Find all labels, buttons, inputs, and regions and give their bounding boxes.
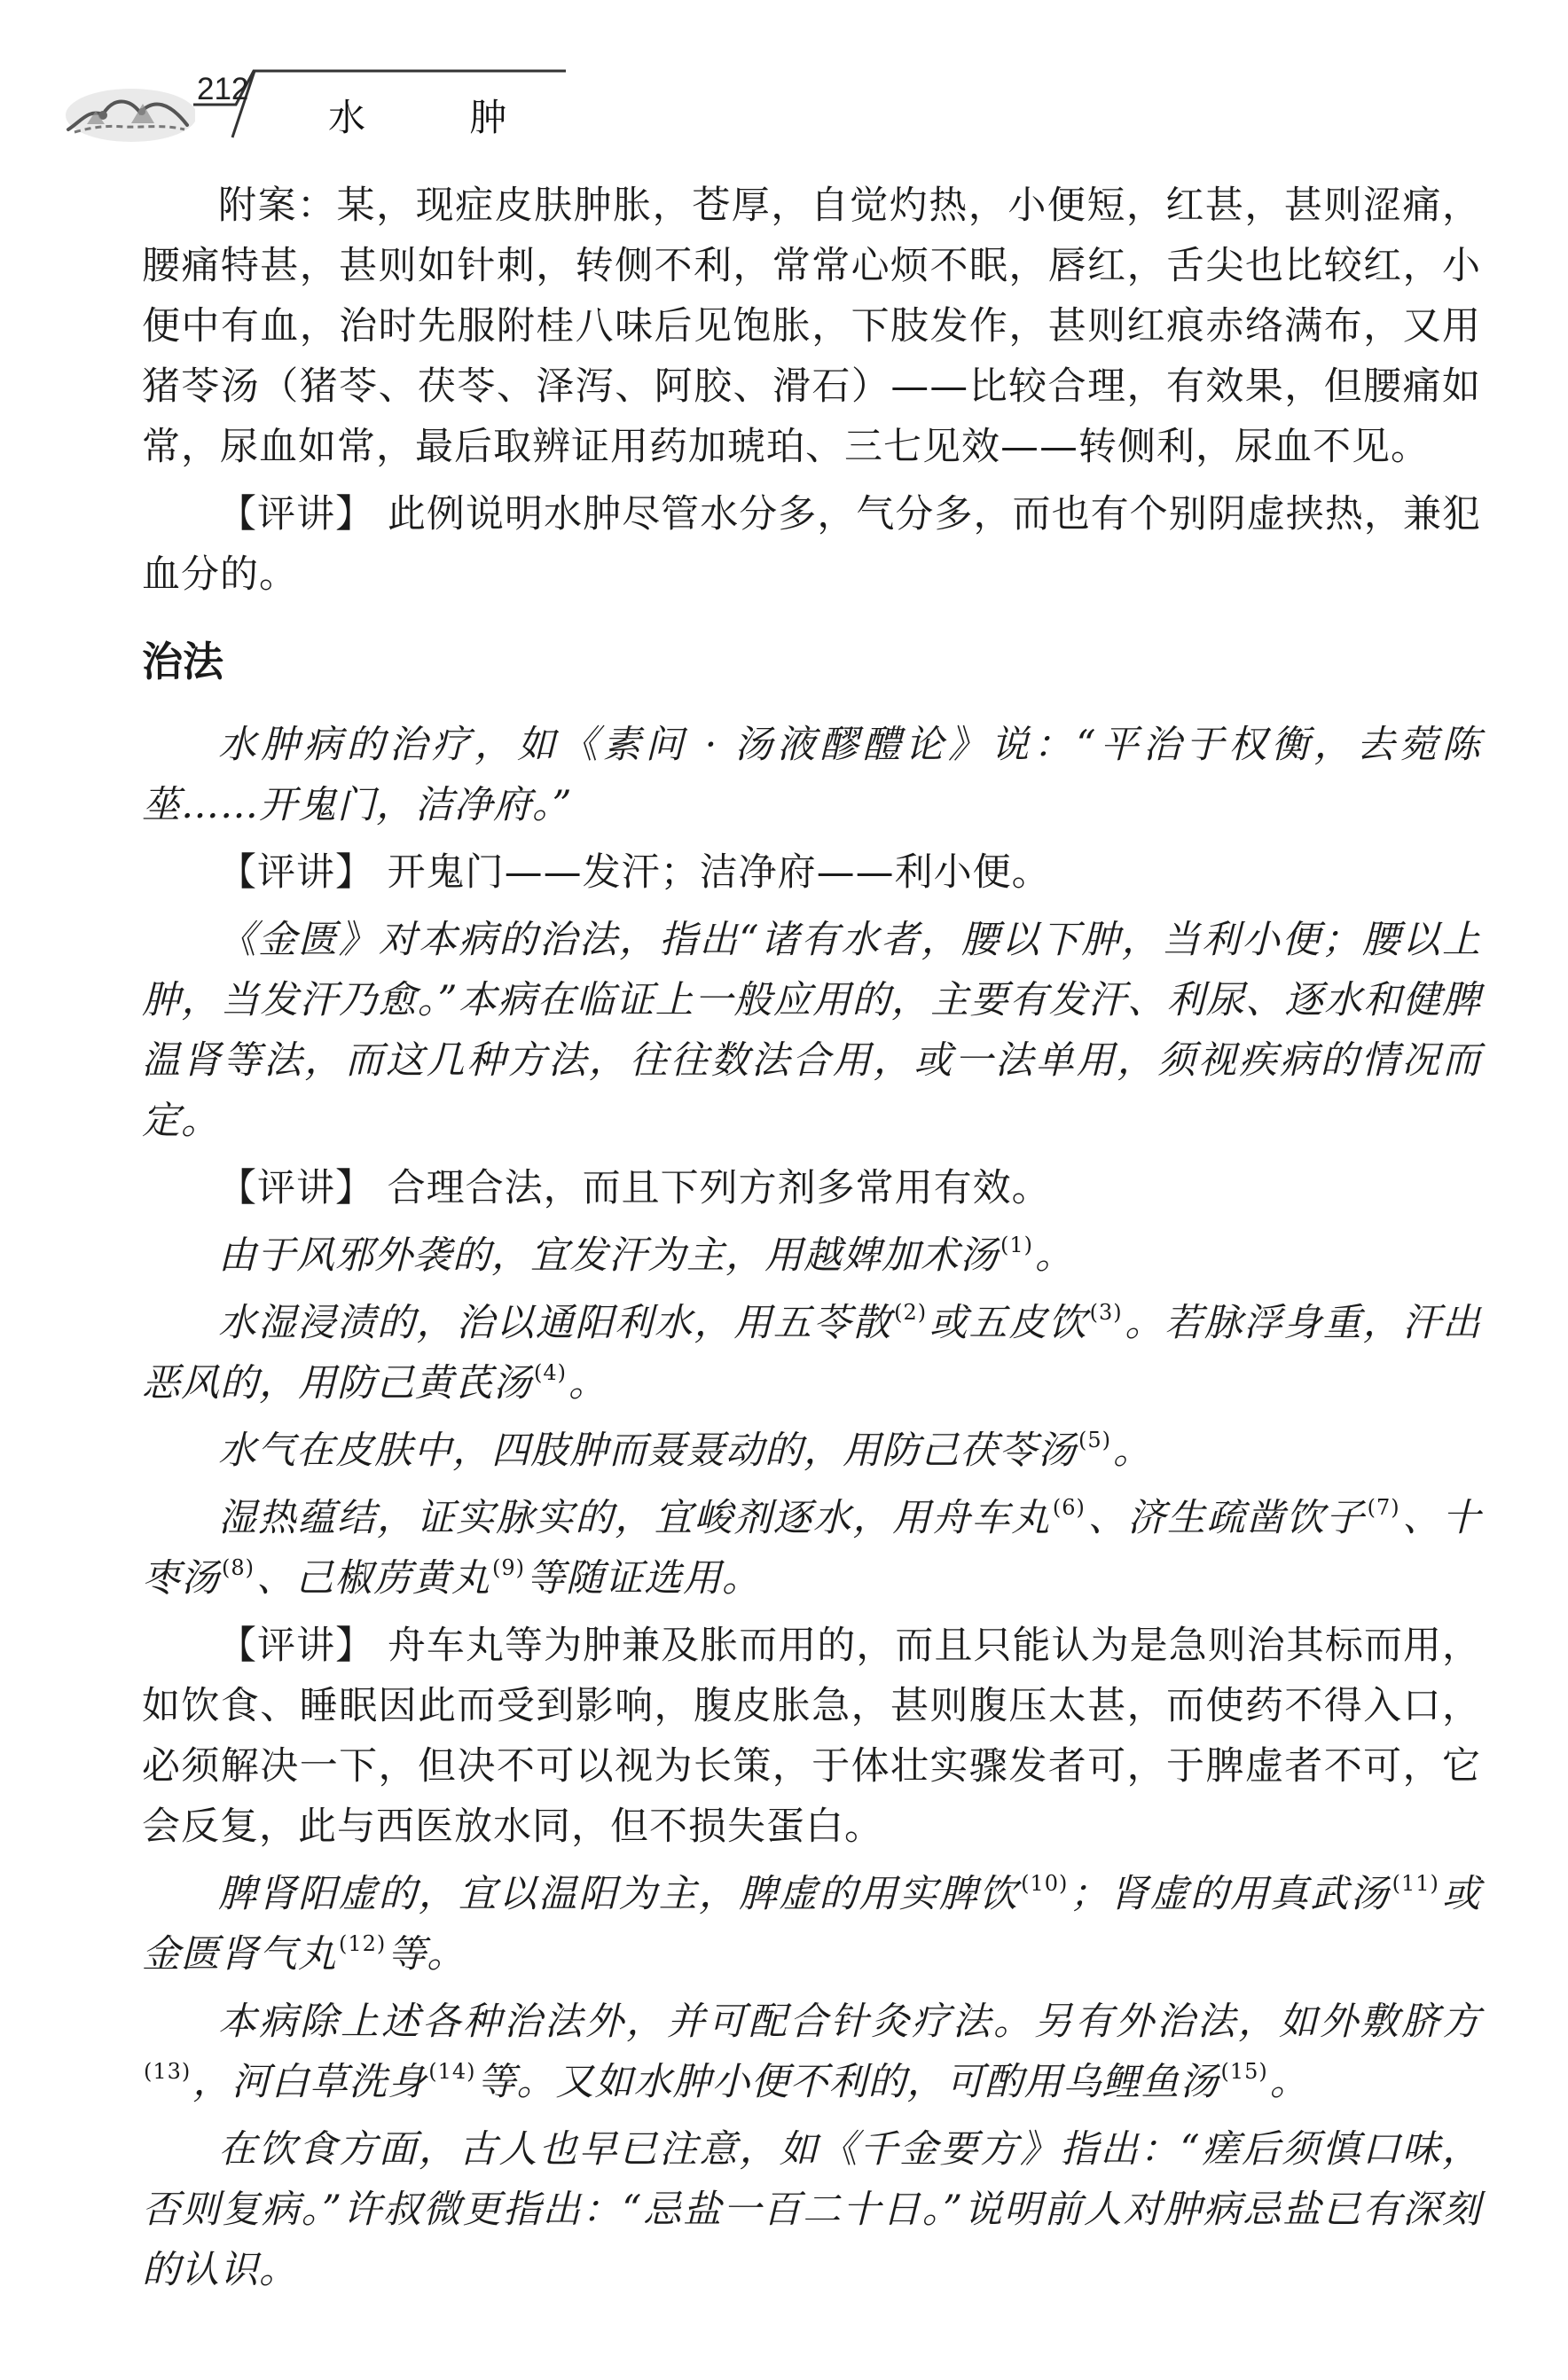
paragraph-text-fragment: 等随证选用。	[527, 1556, 761, 1601]
page-number: 212	[197, 72, 249, 106]
footnote-marker: (6)	[1052, 1495, 1086, 1520]
footnote-marker: (7)	[1367, 1495, 1400, 1520]
text-paragraph: 在饮食方面，古人也早已注意，如《千金要方》指出：“瘥后须慎口味，否则复病。”许叔微更指出：“忌盐一百二十日。”说明前人对肿病忌盐已有深刻的认识。	[142, 2127, 1481, 2292]
page-header	[62, 62, 1508, 160]
paragraph-text-fragment: 或金匮肾气丸	[142, 1872, 1482, 1977]
paragraph-text-fragment: 、己椒苈黄丸	[256, 1556, 490, 1601]
paragraph-text-fragment: 或五皮饮	[929, 1301, 1088, 1345]
paragraph-text-fragment: 。	[1269, 2060, 1309, 2104]
commentary-paragraph: 【评讲】 此例说明水肿尽管水分多，气分多，而也有个别阴虚挟热，兼犯血分的。	[142, 492, 1481, 597]
footnote-marker: (14)	[428, 2059, 476, 2084]
text-paragraph: 附案：某，现症皮肤肿胀，苍厚，自觉灼热，小便短，红甚，甚则涩痛，腰痛特甚，甚则如针刺，转侧不利，常常心烦不眠，唇红，舌尖也比较红，小便中有血，治时先服附桂八味后见饱胀，下肢发作，甚则红痕赤络满布，又用猪苓汤（猪苓、茯苓、泽泻、阿胶、滑石）——比较合理，有效果，但腰痛如常，尿血如常，最后取辨证用药加琥珀、三七见效——转侧利，尿血不见。	[142, 184, 1481, 469]
text-paragraph	[142, 1488, 1481, 1609]
paragraph-text-fragment: 。	[1113, 1429, 1152, 1473]
paragraph-text-fragment: 。	[568, 1361, 608, 1405]
footnote-marker: (1)	[1000, 1233, 1033, 1257]
paragraph-text-fragment: ，河白草洗身	[192, 2060, 427, 2104]
footnote-marker: (5)	[1078, 1428, 1111, 1452]
paragraph-text-fragment: 脾肾阳虚的，宜以温阳为主，脾虚的用实脾饮	[218, 1872, 1020, 1916]
commentary-paragraph: 【评讲】 开鬼门——发汗；洁净府——利小便。	[218, 850, 1051, 895]
footnote-marker: (11)	[1392, 1871, 1439, 1896]
footnote-marker: (3)	[1089, 1300, 1123, 1325]
paragraph-text-fragment: 水湿浸渍的，治以通阳利水，用五苓散	[218, 1301, 893, 1345]
paragraph-text-fragment: ；肾虚的用真武汤	[1070, 1872, 1391, 1916]
footnote-marker: (10)	[1021, 1871, 1069, 1896]
footnote-marker: (12)	[339, 1931, 387, 1956]
paragraph-text-fragment: 。若脉浮身重，汗出恶风的，用防己黄芪汤	[142, 1301, 1482, 1405]
commentary-paragraph: 【评讲】 合理合法，而且下列方剂多常用有效。	[218, 1166, 1051, 1210]
text-paragraph	[142, 1421, 1481, 1481]
footnote-marker: (4)	[534, 1360, 567, 1385]
paragraph-text-fragment: 水气在皮肤中，四肢肿而聂聂动的，用防己茯苓汤	[218, 1429, 1077, 1473]
paragraph-text-fragment: 湿热蕴结，证实脉实的，宜峻剂逐水，用舟车丸	[218, 1496, 1051, 1540]
text-paragraph: 水肿病的治疗，如《素问 · 汤液醪醴论》说：“平治于权衡，去菀陈莝……开鬼门，洁净府。”	[142, 723, 1481, 827]
section-heading: 治法	[142, 638, 223, 685]
paragraph-text-fragment: 、十枣汤	[142, 1496, 1482, 1601]
body-text	[142, 176, 1481, 2300]
text-paragraph	[142, 1864, 1481, 1985]
paragraph-text-fragment: 。	[1035, 1233, 1074, 1278]
paragraph-text-fragment: 、济生疏凿饮子	[1086, 1496, 1366, 1540]
running-title: 水 肿	[328, 96, 553, 139]
paragraph-text-fragment: 等。又如水肿小便不利的，可酌用乌鲤鱼汤	[477, 2060, 1219, 2104]
mountain-ornament-icon	[62, 78, 195, 151]
footnote-marker: (2)	[894, 1300, 928, 1325]
paragraph-text-fragment: 等。	[388, 1932, 466, 1977]
text-paragraph	[142, 1225, 1481, 1286]
text-paragraph	[142, 1992, 1481, 2112]
paragraph-text-fragment: 本病除上述各种治法外，并可配合针灸疗法。另有外治法，如外敷脐方	[218, 2000, 1481, 2044]
footnote-marker: (15)	[1220, 2059, 1268, 2084]
commentary-paragraph: 【评讲】 舟车丸等为肿兼及胀而用的，而且只能认为是急则治其标而用，如饮食、睡眠因此而受到影响，腹皮胀急，甚则腹压太甚，而使药不得入口，必须解决一下，但决不可以视为长策，于体壮实骤发者可，于脾虚者不可，它会反复，此与西医放水同，但不损失蛋白。	[142, 1624, 1481, 1849]
text-paragraph	[142, 1293, 1481, 1413]
text-paragraph: 《金匮》对本病的治法，指出“诸有水者，腰以下肿，当利小便；腰以上肿，当发汗乃愈。”本病在临证上一般应用的，主要有发汗、利尿、逐水和健脾温肾等法，而这几种方法，往往数法合用，或一法单用，须视疾病的情况而定。	[142, 918, 1481, 1143]
paragraph-text-fragment: 由于风邪外袭的，宜发汗为主，用越婢加术汤	[218, 1233, 999, 1278]
footnote-marker: (9)	[492, 1555, 525, 1580]
footnote-marker: (13)	[144, 2059, 192, 2084]
footnote-marker: (8)	[222, 1555, 255, 1580]
